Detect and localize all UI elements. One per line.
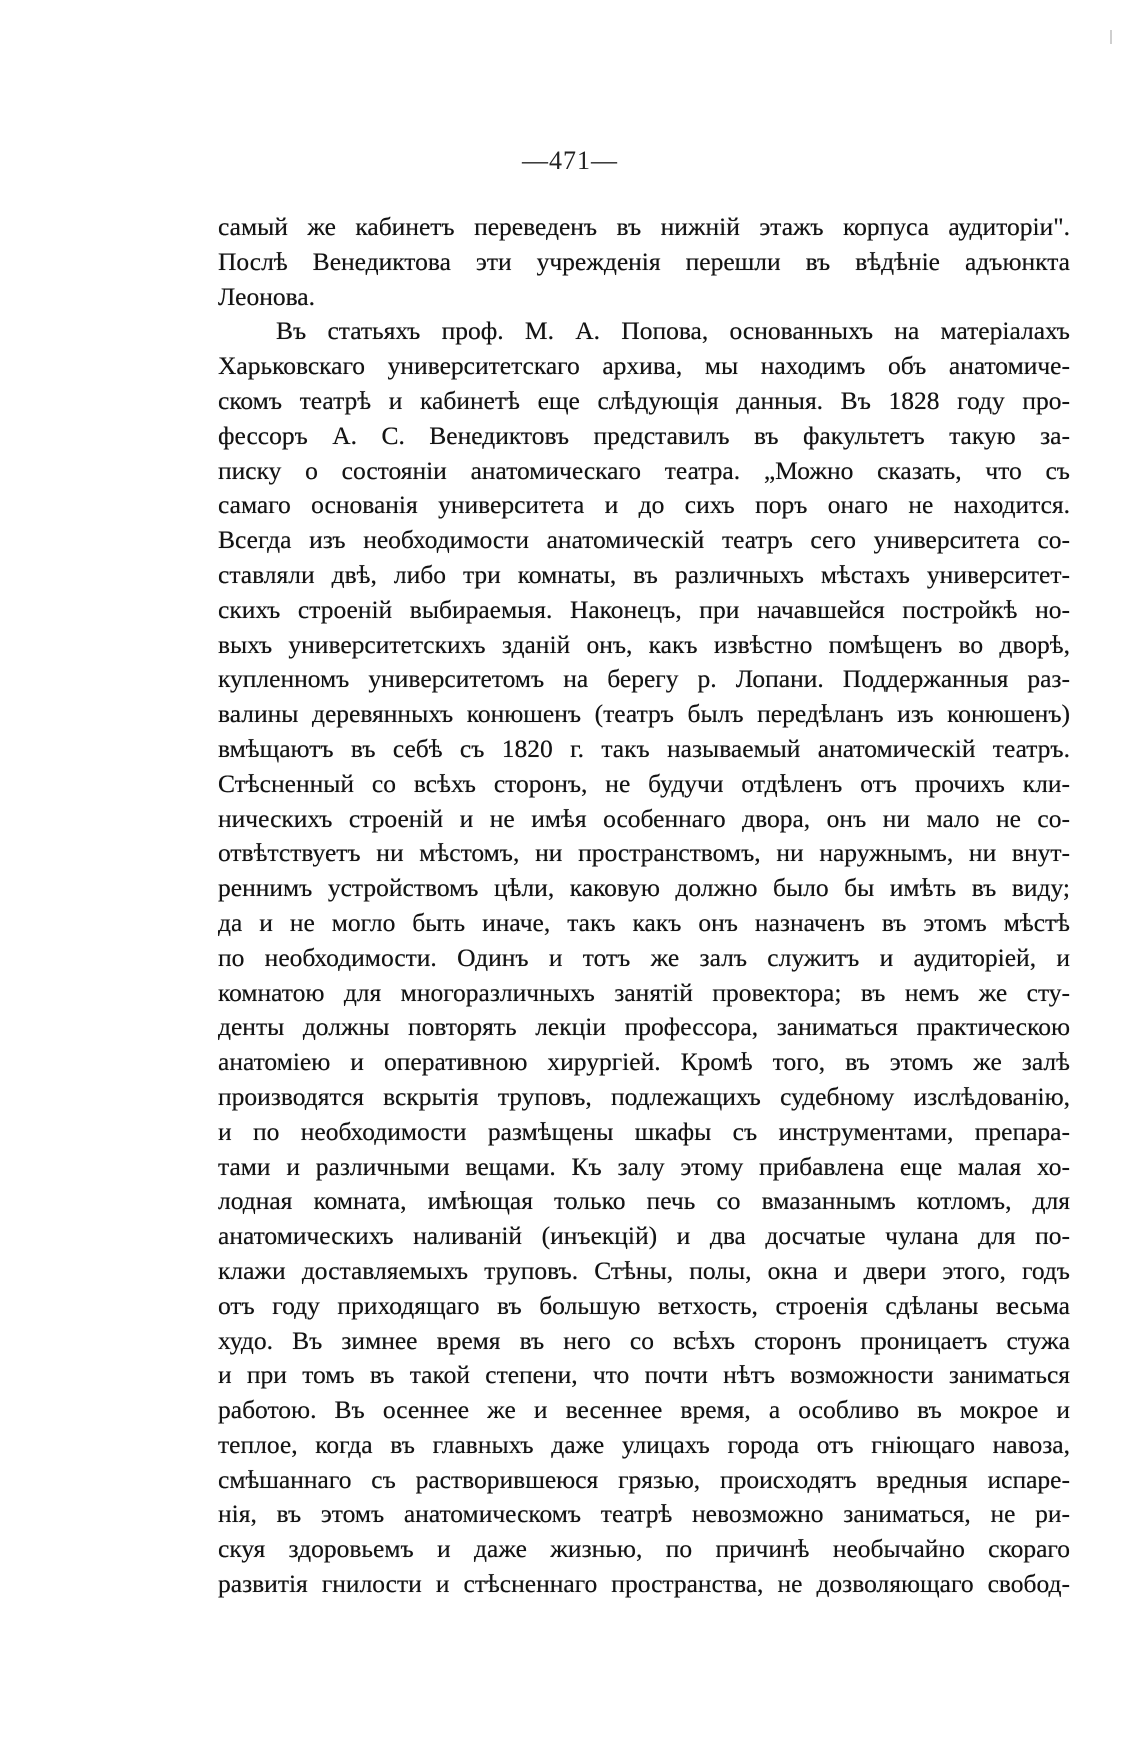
text-line: комнатою для многоразличныхъ занятій провектора; въ немъ же сту- <box>218 977 1070 1007</box>
text-line: отъ году приходящаго въ большую ветхость, строенія сдѣланы весьма <box>218 1290 1070 1320</box>
text-line: скомъ театрѣ и кабинетѣ еще слѣдующія данныя. Въ 1828 году про- <box>218 385 1070 415</box>
page-number: —471— <box>522 146 618 175</box>
text-line: ставляли двѣ, либо три комнаты, въ различныхъ мѣстахъ университет- <box>218 559 1070 589</box>
paragraph-start-line: Въ статьяхъ проф. М. А. Попова, основанныхъ на матеріалахъ <box>276 316 1070 346</box>
text-line: самаго основанія университета и до сихъ поръ онаго не находится. <box>218 490 1070 520</box>
text-line: писку о состояніи анатомическаго театра. „Можно сказать, что съ <box>218 455 1070 485</box>
text-line: нія, въ этомъ анатомическомъ театрѣ невозможно заниматься, не ри- <box>218 1499 1070 1529</box>
text-line: ническихъ строеній и не имѣя особеннаго двора, онъ ни мало не со- <box>218 803 1070 833</box>
text-line: клажи доставляемыхъ труповъ. Стѣны, полы, окна и двери этого, годъ <box>218 1255 1070 1285</box>
text-line: работою. Въ осеннее же и весеннее время, а особливо въ мокрое и <box>218 1395 1070 1425</box>
text-line: анатоміею и оперативною хирургіей. Кромѣ того, въ этомъ же залѣ <box>218 1047 1070 1077</box>
text-line: скихъ строеній выбираемыя. Наконецъ, при начавшейся постройкѣ но- <box>218 594 1070 624</box>
text-line: развитія гнилости и стѣсненнаго пространства, не дозволяющаго свобод- <box>218 1569 1070 1599</box>
text-line: валины деревянныхъ конюшенъ (театръ былъ передѣланъ изъ конюшенъ) <box>218 699 1070 729</box>
text-line: производятся вскрытія труповъ, подлежащихъ судебному изслѣдованію, <box>218 1081 1070 1111</box>
text-line: Харьковскаго университетскаго архива, мы находимъ объ анатомиче- <box>218 351 1070 381</box>
text-line: реннимъ устройствомъ цѣли, каковую должно было бы имѣть въ виду; <box>218 873 1070 903</box>
text-line: анатомическихъ наливаній (инъекцій) и два досчатые чулана для по- <box>218 1221 1070 1251</box>
body-text <box>218 210 1070 1602</box>
text-line: худо. Въ зимнее время въ него со всѣхъ сторонъ проницаетъ стужа <box>218 1325 1070 1355</box>
text-line: денты должны повторять лекціи профессора, заниматься практическою <box>218 1012 1070 1042</box>
text-line: лодная комната, имѣющая только печь со вмазаннымъ котломъ, для <box>218 1186 1070 1216</box>
text-line: фессоръ А. С. Венедиктовъ представилъ въ факультетъ такую за- <box>218 420 1070 450</box>
text-line: вмѣщаютъ въ себѣ съ 1820 г. такъ называемый анатомическій театръ. <box>218 733 1070 763</box>
text-line: Стѣсненный со всѣхъ сторонъ, не будучи отдѣленъ отъ прочихъ кли- <box>218 768 1070 798</box>
scan-edge-mark <box>1110 30 1112 44</box>
text-line: и по необходимости размѣщены шкафы съ инструментами, препара- <box>218 1116 1070 1146</box>
text-line: Послѣ Венедиктова эти учрежденія перешли въ вѣдѣніе адъюнкта <box>218 246 1070 276</box>
text-line: и при томъ въ такой степени, что почти нѣтъ возможности заниматься <box>218 1360 1070 1390</box>
text-line: отвѣтствуетъ ни мѣстомъ, ни пространствомъ, ни наружнымъ, ни внут- <box>218 838 1070 868</box>
text-line: скуя здоровьемъ и даже жизнью, по причинѣ необычайно скораго <box>218 1534 1070 1564</box>
text-line: Всегда изъ необходимости анатомическій театръ сего университета со- <box>218 525 1070 555</box>
text-line: Леонова. <box>218 281 315 311</box>
text-line: тами и различными вещами. Къ залу этому прибавлена еще малая хо- <box>218 1151 1070 1181</box>
text-line: самый же кабинетъ переведенъ въ нижній этажъ корпуса аудиторіи". <box>218 212 1070 241</box>
text-line: по необходимости. Одинъ и тотъ же залъ служитъ и аудиторіей, и <box>218 942 1070 972</box>
text-line: купленномъ университетомъ на берегу р. Лопани. Поддержанныя раз- <box>218 664 1070 694</box>
text-line: да и не могло быть иначе, такъ какъ онъ назначенъ въ этомъ мѣстѣ <box>218 907 1070 937</box>
text-line: смѣшаннаго съ растворившеюся грязью, происходятъ вредныя испаре- <box>218 1464 1070 1494</box>
text-line: теплое, когда въ главныхъ даже улицахъ города отъ гніющаго навоза, <box>218 1429 1070 1459</box>
text-line: выхъ университетскихъ зданій онъ, какъ извѣстно помѣщенъ во дворѣ, <box>218 629 1070 659</box>
